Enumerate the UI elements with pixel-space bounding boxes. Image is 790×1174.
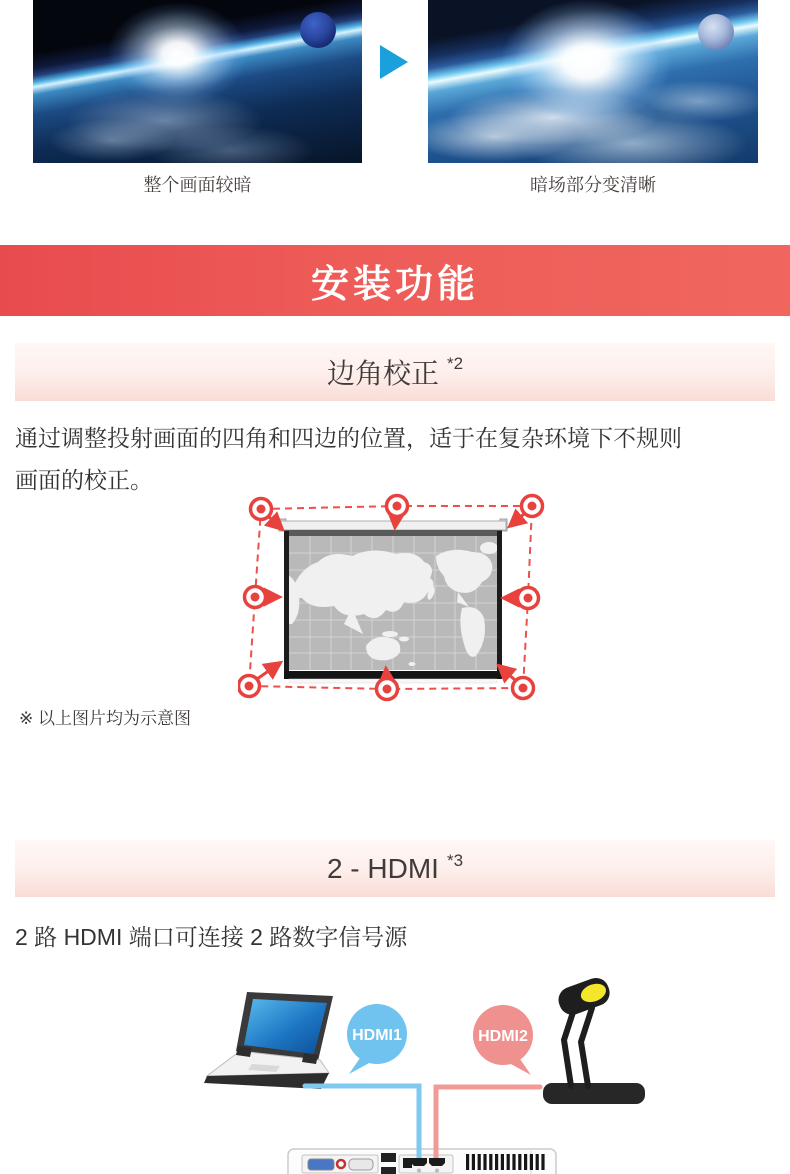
usb-port-top — [381, 1153, 396, 1162]
schematic-note: ※ 以上图片均为示意图 — [19, 709, 191, 728]
corner-correction-footnote-mark: *2 — [446, 354, 464, 373]
hdmi1-bubble — [347, 1004, 407, 1074]
section-banner-install — [0, 245, 790, 316]
after-image-bright-scene — [428, 0, 758, 163]
document-camera-illustration — [543, 974, 645, 1104]
hdmi-title: 2 - HDMI — [326, 852, 439, 884]
hdmi2-bubble — [473, 1005, 533, 1075]
subsection-banner-corner-correction — [15, 343, 775, 401]
rca-port — [337, 1160, 345, 1168]
moon-light — [698, 14, 734, 50]
description-line-2: 画面的校正。 — [15, 467, 153, 493]
before-image-dark-scene — [33, 0, 362, 163]
moon-dark — [300, 12, 336, 48]
hdmi1-port — [411, 1158, 427, 1166]
before-caption: 整个画面较暗 — [143, 175, 252, 195]
subsection-banner-hdmi — [15, 840, 775, 897]
after-caption: 暗场部分变清晰 — [530, 175, 656, 195]
hdmi-connection-illustration — [0, 960, 790, 1174]
hdmi-description: 2 路 HDMI 端口可连接 2 路数字信号源 — [15, 924, 408, 950]
arrow-right-icon — [380, 45, 408, 79]
hdmi2-bubble-label: HDMI2 — [478, 1028, 528, 1045]
corner-correction-description — [15, 417, 777, 501]
corner-correction-diagram — [238, 493, 552, 711]
hdmi1-bubble-label: HDMI1 — [352, 1027, 402, 1044]
projection-screen — [279, 519, 507, 683]
laptop-illustration — [204, 992, 333, 1089]
serial-port — [349, 1159, 373, 1170]
corner-correction-title: 边角校正 — [326, 358, 439, 389]
description-line-1: 通过调整投射画面的四角和四边的位置，适于在复杂环境下不规则 — [15, 425, 682, 451]
hdmi2-port — [429, 1158, 445, 1166]
hdmi-footnote-mark: *3 — [446, 850, 464, 870]
optical-port — [403, 1158, 412, 1168]
vga-port — [308, 1159, 334, 1170]
section-title: 安装功能 — [310, 264, 479, 306]
usb-port-bottom — [381, 1167, 396, 1174]
